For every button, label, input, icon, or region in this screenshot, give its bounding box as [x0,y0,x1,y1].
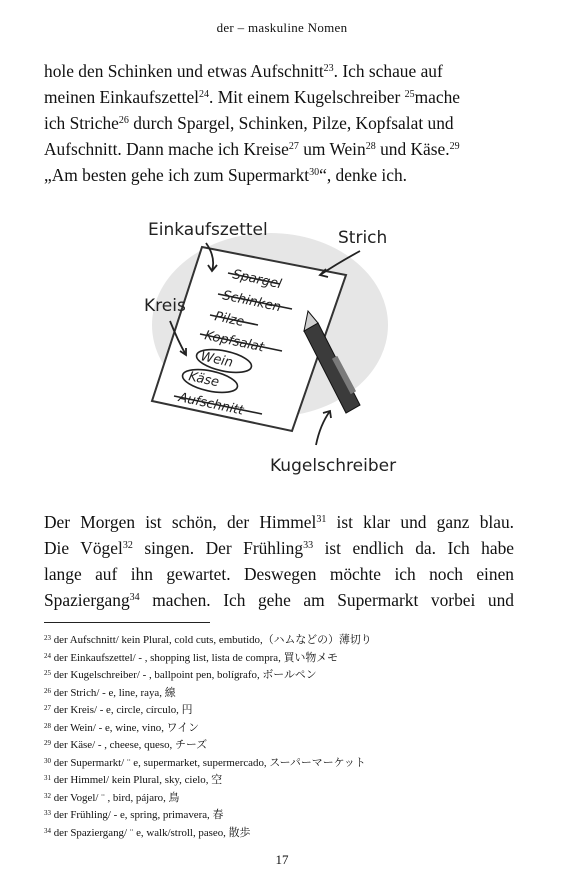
footnote-ref: 28 [365,141,376,152]
text-run: Der Morgen ist schön, der Himmel [44,512,317,532]
footnote-text: der Kugelschreiber/ - , ballpoint pen, bolígrafo, ボールペン [51,669,317,681]
page-number: 17 [275,852,289,867]
footnote-number: 31 [44,774,51,782]
footnote-text: der Einkaufszettel/ - , shopping list, lista de compra, 買い物メモ [51,651,339,664]
footnote-number: 25 [44,669,51,677]
footnote-ref: 23 [323,63,334,74]
text-run: ist klar und ganz blau. [326,512,514,532]
footnote-item [44,807,524,825]
list-item-text: Käse [187,369,221,391]
footnote-ref: 32 [122,540,133,551]
footnote-text: der Kreis/ - e, circle, círculo, 円 [51,704,193,716]
list-item-text: Spargel [231,267,283,293]
footnote-text: der Supermarkt/ ¨ e, supermarket, supermercado, スーパーマーケット [51,756,366,769]
list-item-text: Wein [199,349,235,371]
footnote-text: der Aufschnitt/ kein Plural, cold cuts, embutido,（ハムなどの）薄切り [51,634,372,646]
footnote-number: 24 [44,651,51,660]
footnote-number: 29 [44,739,51,747]
footnote-text: der Wein/ - e, wine, vino, ワイン [51,721,200,734]
footnote-item [44,632,524,650]
footnote-ref: 25 [404,89,415,100]
text-run: ich Striche [44,113,119,133]
label-kreis: Kreis [144,296,186,316]
text-run: durch Spargel, Schinken, Pilze, Kopfsalat und [128,113,454,133]
footnote-text: der Käse/ - , cheese, queso, チーズ [51,739,208,751]
label-kugelschreiber: Kugelschreiber [270,456,397,476]
footnote-ref: 29 [449,141,460,152]
text-line [44,162,514,188]
footnote-item [44,790,524,808]
footnote-number: 32 [44,791,51,800]
text-run: mache [414,87,460,107]
footnote-text: der Spaziergang/ ¨ e, walk/stroll, paseo, 散歩 [51,826,251,839]
text-line [44,509,514,535]
footnote-ref: 30 [309,167,320,178]
footnote-ref: 31 [316,514,327,525]
footnote-text: der Strich/ - e, line, raya, 線 [51,686,176,699]
list-item-text: Pilze [213,309,246,331]
footnote-text: der Himmel/ kein Plural, sky, cielo, 空 [51,774,223,786]
text-run: . Mit einem Kugelschreiber [209,87,405,107]
list-item-text: Kopfsalat [203,328,266,356]
text-line [44,561,514,587]
footnote-item [44,737,524,755]
footnote-text: der Frühling/ - e, spring, primavera, 春 [51,809,224,821]
text-run: meinen Einkaufszettel [44,87,200,107]
shopping-list-illustration [120,205,420,495]
text-run: „Am besten gehe ich zum Supermarkt [44,165,310,185]
text-line [44,84,514,110]
label-strich: Strich [338,228,388,248]
footnote-number: 26 [44,686,51,695]
text-run: Spaziergang [44,590,130,610]
running-header: der – maskuline Nomen [216,20,348,35]
text-run: lange auf ihn gewartet. Deswegen möchte ich noch einen [44,564,514,584]
label-einkaufszettel: Einkaufszettel [148,220,268,240]
text-line [44,535,514,561]
text-line [44,58,514,84]
footnote-item [44,772,524,790]
footnote-number: 28 [44,721,51,730]
footnote-ref: 34 [129,592,140,603]
footnote-item [44,825,524,843]
footnote-number: 27 [44,704,51,712]
list-item-text: Schinken [221,288,283,316]
footnote-item [44,650,524,668]
footnote-ref: 26 [118,115,129,126]
text-run: hole den Schinken und etwas Aufschnitt [44,61,324,81]
footnote-item [44,667,524,685]
text-line [44,136,514,162]
footnote-ref: 33 [303,540,314,551]
text-run: und Käse. [375,139,450,159]
text-run: singen. Der Frühling [132,538,304,558]
text-line [44,110,514,136]
footnote-ref: 24 [199,89,210,100]
footnote-divider [44,622,210,623]
footnote-item [44,685,524,703]
footnote-item [44,702,524,720]
footnote-item [44,720,524,738]
footnote-item [44,755,524,773]
paragraph-1 [44,58,514,188]
text-run: Aufschnitt. Dann mache ich Kreise [44,139,289,159]
text-run: “, denke ich. [319,165,408,185]
footnotes [44,632,524,842]
text-line [44,587,514,613]
paragraph-2 [44,509,514,613]
text-run: ist endlich da. Ich habe [313,538,514,558]
list-item-text: Aufschnitt [177,390,245,419]
footnote-ref: 27 [288,141,299,152]
text-run: . Ich schaue auf [333,61,443,81]
footnote-number: 30 [44,756,51,765]
footnote-number: 23 [44,634,51,642]
text-run: um Wein [298,139,366,159]
text-run: machen. Ich gehe am Supermarkt vorbei und [139,590,514,610]
footnote-number: 34 [44,826,51,835]
footnote-number: 33 [44,809,51,817]
text-run: Die Vögel [44,538,123,558]
footnote-text: der Vogel/ ¨ , bird, pájaro, 鳥 [51,791,180,804]
